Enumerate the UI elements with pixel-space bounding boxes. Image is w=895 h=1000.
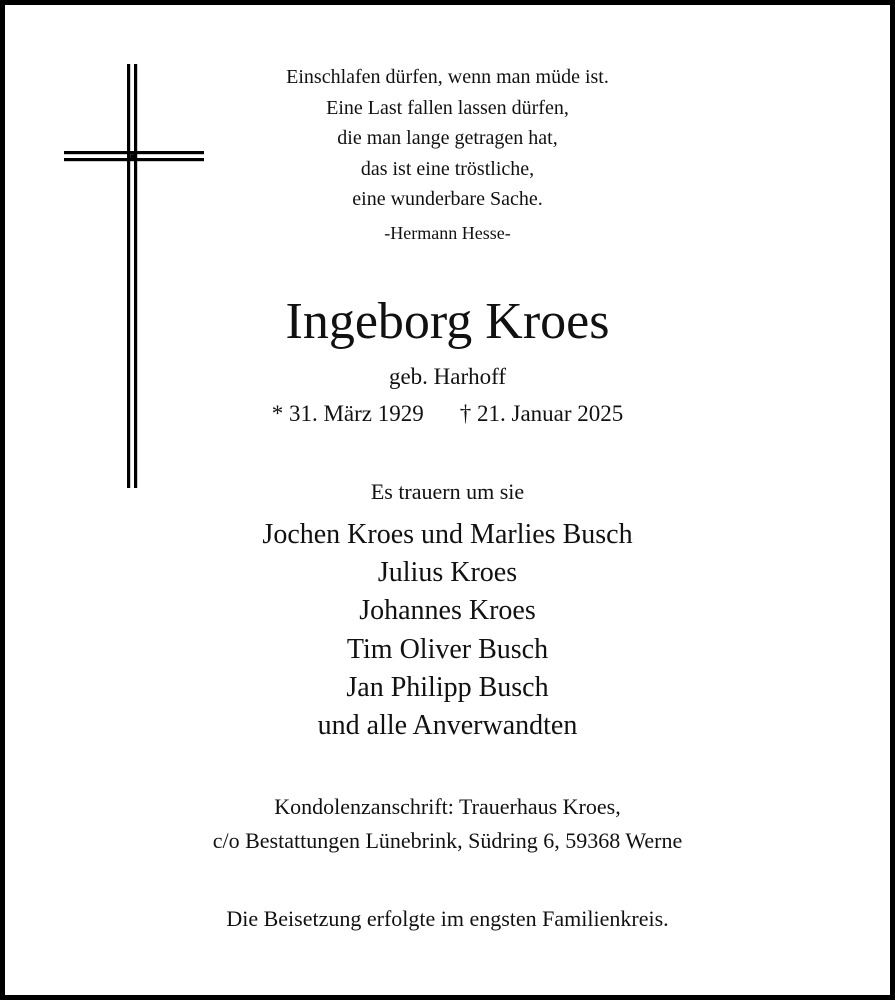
quote-line: Einschlafen dürfen, wenn man müde ist. [286,66,609,88]
mourner-name: Julius Kroes [377,557,518,589]
birth-date: * 31. März 1929 [271,401,424,426]
mourner-name: Tim Oliver Busch [346,633,549,665]
life-dates [100,399,795,429]
quote-line: Eine Last fallen lassen dürfen, [326,96,569,119]
mourners-list [100,516,795,745]
mourner-name: Johannes Kroes [359,595,536,627]
mourner-name: und alle Anverwandten [317,710,578,742]
quote-line: das ist eine tröstliche, [360,157,535,180]
quote-line: eine wunderbare Sache. [352,188,543,210]
quote-block [200,62,695,248]
condolence-address [100,790,795,858]
death-date: † 21. Januar 2025 [459,401,624,426]
quote-line: die man lange getragen hat, [337,127,558,149]
maiden-name: geb. Harhoff [388,364,507,389]
condolence-line: Kondolenzanschrift: Trauerhaus Kroes, [274,794,621,819]
funeral-note: Die Beisetzung erfolgte im engsten Familienkreis. [226,906,669,931]
mourner-name: Jan Philipp Busch [346,671,549,703]
condolence-line: c/o Bestattungen Lünebrink, Südring 6, 59368 Werne [212,828,683,853]
quote-author: -Hermann Hesse- [384,222,511,243]
mourner-name: Jochen Kroes und Marlies Busch [262,519,633,550]
deceased-name: Ingeborg Kroes [285,293,610,350]
mourning-intro: Es trauern um sie [370,479,525,504]
